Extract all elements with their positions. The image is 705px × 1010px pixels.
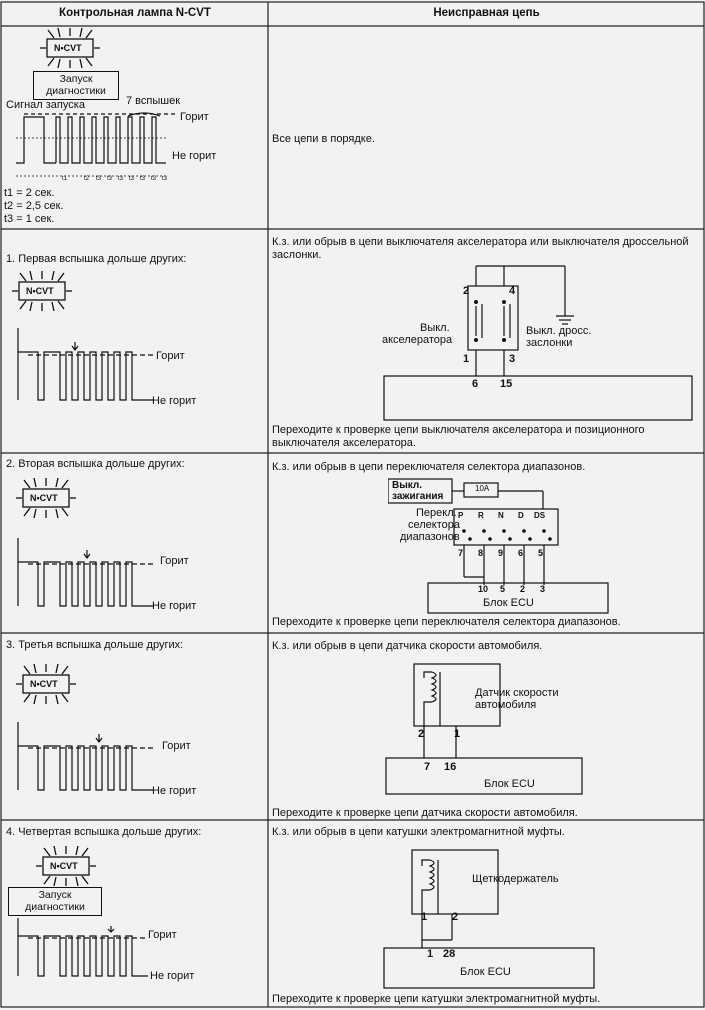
switch-pin-3: 6 xyxy=(518,548,524,558)
row1-fault: К.з. или обрыв в цепи выключателя акселератора или выключателя дроссельной заслонки. xyxy=(272,236,689,261)
ignition-switch-label-2: зажигания xyxy=(392,491,444,502)
selector-label-2: селектора xyxy=(408,519,460,531)
t-tick-0: t1 xyxy=(62,176,68,182)
row4-action: Переходите к проверке цепи катушки электромагнитной муфты. xyxy=(272,993,601,1005)
t-tick-4: t3 xyxy=(118,176,124,182)
signal-on-label-row1: Горит xyxy=(156,350,185,362)
signal-waveform-row1 xyxy=(14,322,174,402)
speed-sensor-label-2: автомобиля xyxy=(475,699,537,711)
throttle-switch-label-1: Выкл. дросс. xyxy=(526,325,592,337)
speed-ecu-label: Блок ECU xyxy=(484,778,535,790)
lamp-label-row4: N•CVT xyxy=(50,861,78,871)
lamp-label-row0: N•CVT xyxy=(54,43,82,53)
row3-title: 3. Третья вспышка дольше других: xyxy=(6,639,184,651)
signal-on-label-row4: Горит xyxy=(148,929,177,941)
selector-label-1: Перекл. xyxy=(416,507,457,519)
switch-pin-1: 8 xyxy=(478,548,484,558)
t-tick-5: t3 xyxy=(129,176,135,182)
accel-pin-bottom-0: 1 xyxy=(463,353,470,365)
diag-start-line1-row4: Запуск xyxy=(38,889,72,901)
signal-start-label: Сигнал запуска xyxy=(6,99,85,111)
diag-start-line2-row4: диагностики xyxy=(25,901,85,913)
t1-value: t1 = 2 сек. xyxy=(4,187,55,199)
t2-value: t2 = 2,5 сек. xyxy=(4,200,64,212)
switch-pin-0: 7 xyxy=(458,548,464,558)
clutch-ecu-label: Блок ECU xyxy=(460,966,511,978)
switch-pin-2: 9 xyxy=(498,548,504,558)
range-ecu-pin-2: 2 xyxy=(520,584,526,594)
selector-pos-p: P xyxy=(458,511,464,520)
signal-on-label-row2: Горит xyxy=(160,555,189,567)
ignition-switch-label-1: Выкл. xyxy=(392,480,423,491)
row1-title: 1. Первая вспышка дольше других: xyxy=(6,253,187,265)
selector-pos-ds: DS xyxy=(534,511,546,520)
t-tick-3: t3 xyxy=(107,176,113,182)
signal-off-label-row2: Не горит xyxy=(152,600,197,612)
signal-on-label-row3: Горит xyxy=(162,740,191,752)
row2-action: Переходите к проверке цепи переключателя селектора диапазонов. xyxy=(272,616,621,628)
diag-start-line1: Запуск xyxy=(59,73,93,85)
range-ecu-pin-0: 10 xyxy=(478,584,489,594)
header-right: Неисправная цепь xyxy=(433,7,540,19)
diag-start-box-row0 xyxy=(33,71,119,100)
row3-action: Переходите к проверке цепи датчика скорости автомобиля. xyxy=(272,807,578,819)
accel-ecu-pin-1: 15 xyxy=(500,378,513,390)
signal-waveform-row2 xyxy=(14,534,174,614)
row0-fault: Все цепи в порядке. xyxy=(272,133,375,145)
signal-off-label-row4: Не горит xyxy=(150,970,195,982)
accel-switch-label-1: Выкл. xyxy=(420,322,450,334)
signal-waveform-row3 xyxy=(14,718,174,798)
signal-off-label-row1: Не горит xyxy=(152,395,197,407)
row2-fault: К.з. или обрыв в цепи переключателя селектора диапазонов. xyxy=(272,461,586,473)
selector-pos-r: R xyxy=(478,511,484,520)
signal-off-label-row3: Не горит xyxy=(152,785,197,797)
speed-ecu-pin-0: 7 xyxy=(424,761,431,773)
t-tick-7: t3 xyxy=(151,176,157,182)
t-tick-2: t3 xyxy=(96,176,102,182)
accel-ecu-pin-0: 6 xyxy=(472,378,479,390)
selector-label-3: диапазонов xyxy=(400,531,460,543)
accel-pin-top-1: 4 xyxy=(509,285,516,297)
lamp-label-row3: N•CVT xyxy=(30,679,58,689)
speed-sensor-circuit xyxy=(380,658,600,798)
t-tick-1: t2 xyxy=(84,176,90,182)
range-ecu-pin-1: 5 xyxy=(500,584,506,594)
header-left: Контрольная лампа N-CVT xyxy=(59,7,211,19)
flashes-label: 7 вспышек xyxy=(126,95,181,107)
throttle-switch-label-2: заслонки xyxy=(526,337,573,349)
fuse-label: 10A xyxy=(475,484,490,493)
t3-value: t3 = 1 сек. xyxy=(4,213,55,225)
diag-start-line2: диагностики xyxy=(46,85,106,97)
sensor-pin-0: 2 xyxy=(418,728,425,740)
clutch-ecu-pin-0: 1 xyxy=(427,948,434,960)
row4-fault: К.з. или обрыв в цепи катушки электромагнитной муфты. xyxy=(272,826,565,838)
row3-fault: К.з. или обрыв в цепи датчика скорости автомобиля. xyxy=(272,640,543,652)
selector-pos-d: D xyxy=(518,511,524,520)
row1-action: Переходите к проверке цепи выключателя акселератора и позиционного выключателя акселератора. xyxy=(272,424,645,449)
accel-switch-label-2: акселератора xyxy=(382,334,453,346)
row2-title: 2. Вторая вспышка дольше других: xyxy=(6,458,185,470)
clutch-ecu-pin-1: 28 xyxy=(443,948,456,960)
brush-holder-label: Щеткодержатель xyxy=(472,873,559,885)
t-tick-8: t3 xyxy=(162,176,168,182)
range-ecu-label: Блок ECU xyxy=(483,597,534,609)
switch-pin-4: 5 xyxy=(538,548,544,558)
coil-pin-0: 1 xyxy=(421,911,428,923)
coil-pin-1: 2 xyxy=(452,911,459,923)
signal-off-label-row0: Не горит xyxy=(172,150,217,162)
lamp-label-row2: N•CVT xyxy=(30,493,58,503)
signal-on-label-row0: Горит xyxy=(180,111,209,123)
accel-pin-top-0: 2 xyxy=(463,285,470,297)
range-ecu-pin-3: 3 xyxy=(540,584,546,594)
speed-sensor-label-1: Датчик скорости xyxy=(475,687,559,699)
accel-pin-bottom-1: 3 xyxy=(509,353,516,365)
sensor-pin-1: 1 xyxy=(454,728,461,740)
selector-pos-n: N xyxy=(498,511,504,520)
t-tick-6: t3 xyxy=(140,176,146,182)
speed-ecu-pin-1: 16 xyxy=(444,761,457,773)
row4-title: 4. Четвертая вспышка дольше других: xyxy=(6,826,202,838)
lamp-label-row1: N•CVT xyxy=(26,286,54,296)
